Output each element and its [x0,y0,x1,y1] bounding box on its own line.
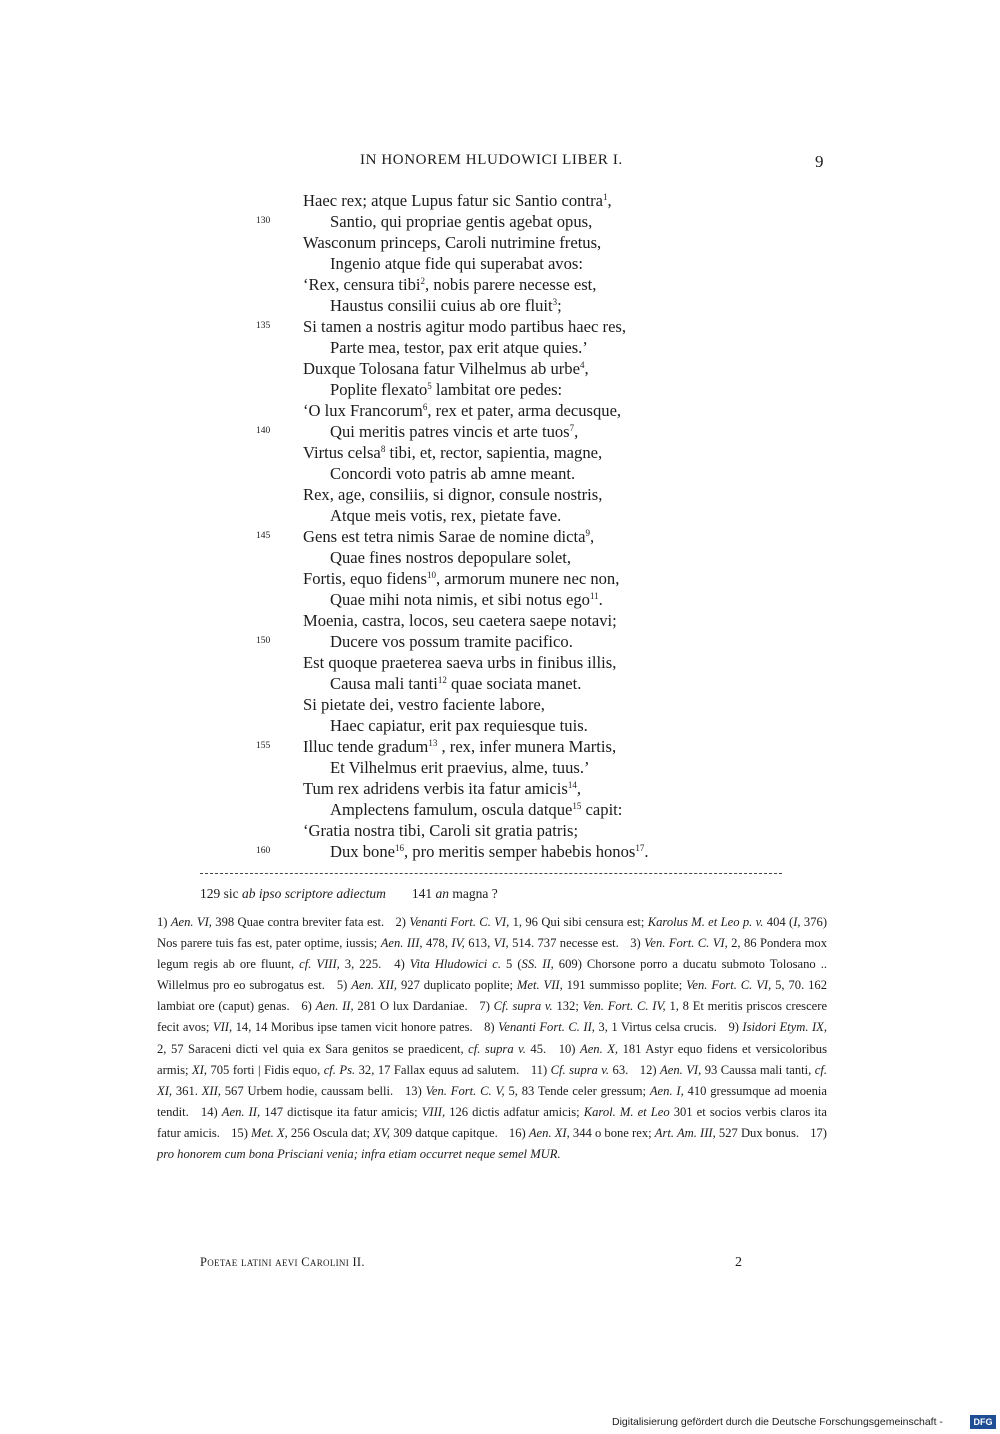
footnote-marker: 11 [589,591,599,601]
text-run: Concordi voto patris ab amne meant. [330,464,576,483]
text-run: 301 et socios verbis claros ita fatur amicis. [157,1104,827,1140]
text-run: Vita Hludowici c. [409,957,502,972]
verse-line [330,421,578,442]
text-run: 6) [301,999,316,1014]
text-run: ‘O lux Francorum [303,401,423,420]
footnote-rule [200,873,782,874]
text-run: Aen. II, [315,999,354,1014]
text-run: an [435,886,449,901]
text-run: Quae fines nostros depopulare solet, [330,548,572,567]
text-run: Met. VII, [516,978,563,993]
text-run: 344 o bone rex; [569,1125,655,1140]
verse-line [303,316,626,337]
text-run: 410 gressumque ad moenia tendit. [157,1083,827,1119]
verse-line [330,379,562,400]
verse-line [330,673,581,694]
text-run: 14, 14 Moribus ipse tamen vicit honore patres. [232,1020,473,1035]
critical-apparatus [200,886,498,902]
text-run: Cf. supra v. [493,999,553,1014]
text-run: Santio, qui propriae gentis agebat opus, [330,212,593,231]
text-run: , [607,191,612,210]
verse-line [330,799,622,820]
text-run: ‘Rex, censura tibi [303,275,421,294]
text-run: Aen. XI, [528,1125,570,1140]
text-run: 1, 8 Et meritis priscos crescere fecit avos; [157,999,828,1035]
text-run: Haustus consilii cuius ab ore fluit [330,296,553,315]
running-title: IN HONOREM HLUDOWICI LIBER I. [360,152,623,168]
footnote-marker: 2 [420,276,426,286]
verse-line [303,442,602,463]
text-run: 514. 737 necesse est. [508,936,619,951]
text-run: cf. Ps. [323,1062,356,1077]
verse-line [303,568,619,589]
text-run: 12) [639,1062,661,1077]
text-run: , [589,527,595,546]
text-run: 13) [405,1083,426,1098]
text-run: , [584,359,589,378]
verse-line [303,610,617,631]
verse-line [330,337,588,358]
verse-line [303,778,581,799]
text-run: Ingenio atque fide qui superabat avos: [330,254,583,273]
text-run: tibi, et, rector, sapientia, magne, [385,443,603,462]
text-run: magna ? [448,886,498,901]
verse-line [330,631,573,652]
footnote-marker: 16 [394,843,404,853]
text-run: 3, 225. [339,957,382,972]
text-run: , rex et pater, arma decusque, [427,401,622,420]
text-run: Si tamen a nostris agitur modo partibus haec res, [303,317,627,336]
text-run: 2) [395,915,410,929]
footnote-marker: 14 [567,780,577,790]
text-run: Met. X, [251,1125,288,1140]
text-run: 927 duplicato poplite; [397,978,517,993]
text-run: 1, 96 Qui sibi censura est; [509,915,648,929]
verse-line [330,295,562,316]
footnote-marker: 15 [572,801,582,811]
verse-line [330,253,583,274]
text-run: cf. supra v. [468,1041,526,1056]
text-run: 129 sic [200,886,242,901]
text-run: Si pietate dei, vestro faciente labore, [303,695,545,714]
text-run: 181 Astyr equo fidens et versicoloribus armis; [157,1041,828,1077]
line-number: 135 [256,321,271,331]
text-run: Aen. VI, [660,1062,702,1077]
line-number: 150 [256,636,271,646]
text-run: Aen. I, [649,1083,684,1098]
footnote-marker: 10 [426,570,436,580]
verse-line [303,820,578,841]
footnote-marker: 7 [569,423,575,433]
signature-line: Poetae latini aevi Carolini II. [200,1255,365,1269]
verse-line [303,400,621,421]
text-run: 8) [484,1020,499,1035]
text-run: Haec rex; atque Lupus fatur sic Santio contra [303,191,603,210]
text-run: Ven. Fort. C. V, [425,1083,505,1098]
text-run: Aen. VI, [170,915,212,929]
text-run: XI, [191,1062,207,1077]
text-run: Et Vilhelmus erit praevius, alme, tuus.’ [330,758,590,777]
footnote-marker: 13 [428,738,438,748]
footnote [157,915,384,929]
verse-line [330,463,575,484]
text-run: Ducere vos possum tramite pacifico. [330,632,573,651]
text-run: 9) [728,1020,743,1035]
verse-line [330,757,590,778]
verse-line [303,358,589,379]
text-run: cf. XI, [157,1062,828,1098]
text-run: 11) [530,1062,551,1077]
text-run: , armorum munere nec non, [435,569,620,588]
text-run: Moenia, castra, locos, seu caetera saepe notavi; [303,611,617,630]
verse-line [330,547,571,568]
text-run: 567 Urbem hodie, caussam belli. [220,1083,394,1098]
line-number: 140 [256,426,271,436]
text-run: ; [557,296,562,315]
critical-note [200,886,386,901]
text-run: 404 ( [763,915,794,929]
text-run: Causa mali tanti [330,674,438,693]
text-run: , [576,779,581,798]
text-run: 15) [231,1125,252,1140]
text-run: 147 dictisque ita fatur amicis; [260,1104,422,1119]
text-run: Isidori Etym. IX, [742,1020,828,1035]
text-run: Tum rex adridens verbis ita fatur amicis [303,779,568,798]
text-run: 609) Chorsone porro a ducatu submoto Tolosano .. Willelmus pro eo subrogatus est. [157,957,828,993]
text-run: Duxque Tolosana fatur Vilhelmus ab urbe [303,359,580,378]
verse-line [330,211,592,232]
text-run: . [644,842,649,861]
footnote-marker: 17 [635,843,645,853]
footnote-marker: 8 [380,444,386,454]
line-number: 160 [256,846,271,856]
text-run: ‘Gratia nostra tibi, Caroli sit gratia patris; [303,821,579,840]
text-run: Aen. II, [221,1104,261,1119]
footnote [509,1126,799,1140]
verse-line [303,526,594,547]
text-run: Gens est tetra nimis Sarae de nomine dicta [303,527,586,546]
text-run: 2, 57 Saraceni dicti vel quia ex Sara genitos se praedicent, [157,1041,469,1056]
footnote [484,1020,717,1034]
text-run: Fortis, equo fidens [303,569,427,588]
text-run: 613, [464,936,494,951]
text-run: Wasconum princeps, Caroli nutrimine fretus, [303,233,602,252]
verse-line [303,484,602,505]
text-run: 63. [609,1062,629,1077]
line-number: 145 [256,531,271,541]
text-run: lambitat ore pedes: [431,380,563,399]
text-run: Aen. X, [580,1041,619,1056]
text-run: Venanti Fort. C. II, [498,1020,595,1035]
text-run: . [598,590,603,609]
text-run: 3, 1 Virtus celsa crucis. [594,1020,717,1035]
critical-note [412,886,498,901]
text-run: 705 forti | Fidis equo, [207,1062,324,1077]
verse-line [303,274,596,295]
footnote [231,1126,498,1140]
text-run: 10) [558,1041,580,1056]
text-run: 32, 17 Fallax equus ad salutem. [355,1062,520,1077]
text-run: , [574,422,579,441]
line-number: 130 [256,216,271,226]
text-run: 527 Dux bonus. [715,1125,800,1140]
footnotes [157,912,827,1165]
text-run: capit: [581,800,623,819]
text-run: Qui meritis patres vincis et arte tuos [330,422,570,441]
verse-line [303,652,616,673]
text-run: ab ipso scriptore adiectum [242,886,386,901]
text-run: , nobis parere necesse est, [425,275,597,294]
sheet-mark: 2 [735,1255,742,1270]
text-run: Parte mea, testor, pax erit atque quies.’ [330,338,588,357]
text-run: IV, [451,936,465,951]
text-run: VII, [212,1020,233,1035]
text-run: Ven. Fort. C. IV, [582,999,666,1014]
text-run: Ven. Fort. C. VI, [686,978,772,993]
text-run: 281 O lux Dardaniae. [353,999,468,1014]
verse-line [330,841,649,862]
text-run: 14) [200,1104,222,1119]
text-run: XV, [373,1125,391,1140]
text-run: 4) [394,957,410,972]
text-run: Est quoque praeterea saeva urbs in finibus illis, [303,653,617,672]
text-run: Rex, age, consiliis, si dignor, consule nostris, [303,485,603,504]
text-run: I, [793,915,801,929]
text-run: 5, 70. 162 lambiat ore (caput) genas. [157,978,827,1014]
text-run: Haec capiatur, erit pax requiesque tuis. [330,716,588,735]
text-run: 398 Quae contra breviter fata est. [211,915,385,929]
text-run: 16) [508,1125,529,1140]
footnote [531,1063,628,1077]
text-run: VIII, [421,1104,446,1119]
verse-line [303,232,601,253]
text-run: Virtus celsa [303,443,381,462]
page-number: 9 [815,152,824,171]
dfg-logo: DFG [970,1415,996,1429]
text-run: Dux bone [330,842,395,861]
text-run: Illuc tende gradum [303,737,429,756]
text-run: 7) [479,999,494,1014]
verse-line [330,505,561,526]
text-run: 256 Oscula dat; [287,1125,374,1140]
text-run: 126 dictis adfatur amicis; [445,1104,584,1119]
text-run: 17) [810,1125,827,1140]
text-run: Ven. Fort. C. VI, [644,936,728,951]
footnote-marker: 5 [427,381,432,391]
verse-line [303,190,612,211]
text-run: 478, [422,936,452,951]
text-run: 309 datque capitque. [390,1125,498,1140]
text-run: 5 ( [501,957,522,972]
verse-line [330,589,603,610]
text-run: 132; [552,999,583,1014]
text-run: 93 Caussa mali tanti, [701,1062,815,1077]
footnote-marker: 3 [552,297,558,307]
text-run: Venanti Fort. C. VI, [409,915,510,929]
verse-line [303,736,616,757]
footnote-marker: 4 [579,360,585,370]
text-run: Cf. supra v. [550,1062,610,1077]
text-run: 45. [525,1041,547,1056]
text-run: 376) Nos parere tuis fas est, pater optime, iussis; [157,915,828,951]
footnote-marker: 6 [422,402,428,412]
footnote-marker: 12 [437,675,447,685]
footnote-marker: 1 [602,192,608,202]
text-run: Quae mihi nota nimis, et sibi notus ego [330,590,590,609]
line-number: 155 [256,741,271,751]
text-run: , rex, infer munera Martis, [437,737,617,756]
text-run: Amplectens famulum, oscula datque [330,800,573,819]
text-run: XII, [201,1083,221,1098]
text-run: VI, [493,936,509,951]
footnote-marker: 9 [585,528,590,538]
text-run: cf. VIII, [299,957,340,972]
text-run: SS. II, [521,957,554,972]
text-run: Aen. XII, [351,978,398,993]
text-run: , pro meritis semper habebis honos [403,842,636,861]
text-run: 5) [336,978,352,993]
text-run: 141 [411,886,436,901]
text-run: Poplite flexato [330,380,428,399]
text-run: Atque meis votis, rex, pietate fave. [330,506,562,525]
text-run: pro honorem cum bona Prisciani venia; infra etiam occurret neque semel MUR. [157,1147,561,1162]
text-run: 5, 83 Tende celer gressum; [504,1083,650,1098]
verse-line [330,715,588,736]
text-run: quae sociata manet. [446,674,582,693]
text-run: Karol. M. et Leo [583,1104,670,1119]
digitization-credit: Digitalisierung gefördert durch die Deutsche Forschungsgemeinschaft - [612,1416,943,1428]
text-run: 361. [172,1083,202,1098]
text-run: 1) [157,915,171,929]
text-run: Art. Am. III, [654,1125,716,1140]
text-run: 191 summisso poplite; [562,978,687,993]
verse-line [303,694,545,715]
text-run: 2, 86 Pondera mox legum regis ab ore fluunt, [157,936,828,972]
text-run: 3) [630,936,645,951]
text-run: Karolus M. et Leo p. v. [647,915,764,929]
text-run: Aen. III, [380,936,423,951]
footnote [301,999,467,1013]
